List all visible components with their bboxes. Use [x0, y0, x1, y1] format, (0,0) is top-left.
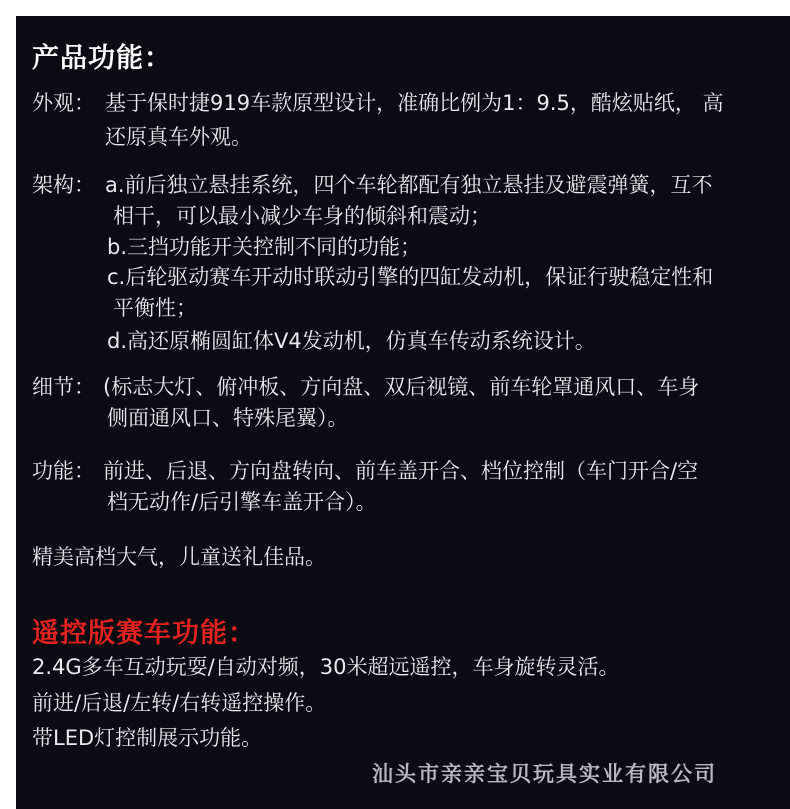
- rc-line-2: 前进/后退/左转/右转遥控操作。: [32, 691, 327, 715]
- rc-line-3: 带LED灯控制展示功能。: [32, 726, 263, 750]
- structure-item-d: d.高还原椭圆缸体V4发动机，仿真车传动系统设计。: [107, 329, 596, 353]
- details-line-1: (标志大灯、俯冲板、方向盘、双后视镜、前车轮罩通风口、车身: [103, 375, 700, 399]
- summary-text: 精美高档大气，儿童送礼佳品。: [32, 545, 326, 569]
- structure-item-a-line-1: a.前后独立悬挂系统，四个车轮都配有独立悬挂及避震弹簧，互不: [105, 173, 713, 197]
- product-description-panel: [16, 16, 790, 809]
- appearance-line-1: 基于保时捷919车款原型设计，准确比例为1：9.5，酷炫贴纸， 高: [105, 91, 724, 115]
- appearance-line-2: 还原真车外观。: [105, 125, 252, 149]
- company-name: 汕头市亲亲宝贝玩具实业有限公司: [372, 762, 717, 786]
- functions-line-2: 档无动作/后引擎车盖开合）。: [107, 490, 377, 514]
- details-line-2: 侧面通风口、特殊尾翼）。: [107, 406, 349, 430]
- features-heading: 产品功能：: [32, 43, 172, 74]
- details-label: 细节：: [32, 375, 95, 399]
- structure-item-c-line-1: c.后轮驱动赛车开动时联动引擎的四缸发动机，保证行驶稳定性和: [107, 265, 714, 289]
- rc-line-1: 2.4G多车互动玩耍/自动对频，30米超远遥控，车身旋转灵活。: [32, 655, 620, 679]
- rc-heading: 遥控版赛车功能：: [32, 618, 256, 649]
- structure-item-b: b.三挡功能开关控制不同的功能；: [107, 235, 422, 259]
- structure-item-c-line-2: 平衡性；: [113, 296, 197, 320]
- structure-label: 架构：: [32, 173, 95, 197]
- appearance-label: 外观：: [32, 91, 95, 115]
- functions-line-1: 前进、后退、方向盘转向、前车盖开合、档位控制（车门开合/空: [103, 459, 699, 483]
- functions-label: 功能：: [32, 459, 95, 483]
- structure-item-a-line-2: 相干，可以最小减少车身的倾斜和震动；: [113, 204, 491, 228]
